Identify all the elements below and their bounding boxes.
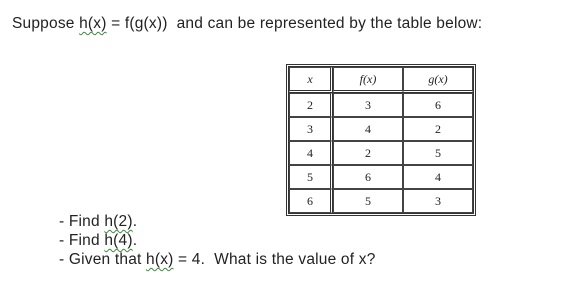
header-gx: g(x) xyxy=(403,67,473,93)
cell-x: 2 xyxy=(289,93,333,117)
cell-fx: 6 xyxy=(333,165,403,189)
table-row xyxy=(289,165,473,189)
question-list xyxy=(59,212,376,269)
cell-gx: 3 xyxy=(403,189,473,213)
table-row xyxy=(289,93,473,117)
header-fx: f(x) xyxy=(333,67,403,93)
cell-fx: 3 xyxy=(333,93,403,117)
intro-prefix: Suppose xyxy=(12,15,80,32)
question-item xyxy=(59,231,376,250)
problem-statement xyxy=(12,15,482,33)
question-item xyxy=(59,212,376,231)
question-h: h(x) xyxy=(146,251,174,268)
question-prefix: - Find xyxy=(59,232,105,249)
function-table xyxy=(286,64,476,216)
cell-x: 3 xyxy=(289,117,333,141)
table-row xyxy=(289,141,473,165)
cell-x: 5 xyxy=(289,165,333,189)
cell-x: 4 xyxy=(289,141,333,165)
question-item xyxy=(59,250,376,269)
cell-gx: 6 xyxy=(403,93,473,117)
cell-fx: 4 xyxy=(333,117,403,141)
cell-x: 6 xyxy=(289,189,333,213)
header-x: x xyxy=(289,67,333,93)
question-suffix: = 4. What is the value of x? xyxy=(173,251,376,268)
table-row xyxy=(289,117,473,141)
cell-gx: 4 xyxy=(403,165,473,189)
question-prefix: - Given that xyxy=(59,251,147,268)
cell-fx: 2 xyxy=(333,141,403,165)
table-row xyxy=(289,189,473,213)
cell-gx: 5 xyxy=(403,141,473,165)
question-h: h(4) xyxy=(104,232,133,249)
question-prefix: - Find xyxy=(59,213,105,230)
question-suffix: . xyxy=(132,232,138,249)
intro-suffix: = f(g(x)) and can be represented by the table below: xyxy=(106,15,483,32)
question-h: h(2) xyxy=(104,213,133,230)
intro-hx: h(x) xyxy=(79,15,107,32)
cell-fx: 5 xyxy=(333,189,403,213)
question-suffix: . xyxy=(132,213,138,230)
table-header-row xyxy=(289,67,473,93)
cell-gx: 2 xyxy=(403,117,473,141)
